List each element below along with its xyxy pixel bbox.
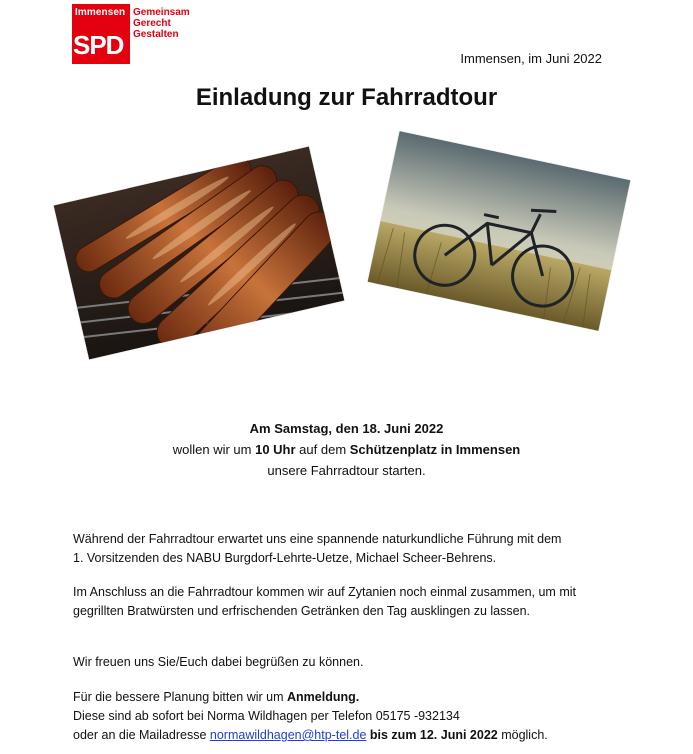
event-time-place: wollen wir um 10 Uhr auf dem Schützenplatz in Immensen bbox=[172, 442, 521, 457]
logo-slogan bbox=[133, 7, 190, 40]
logo-red-box bbox=[72, 4, 130, 64]
logo-party: SPD bbox=[73, 30, 124, 60]
paragraph-guided-tour: Während der Fahrradtour erwartet uns eine spannende naturkundliche Führung mit dem 1. Vorsitzenden des NABU Burgdorf-Lehrte-Uetze, Michael Scheer-Behrens. bbox=[73, 532, 562, 565]
bicycle-in-field-photo bbox=[368, 131, 631, 331]
logo-town: Immensen bbox=[75, 7, 126, 18]
event-date: Am Samstag, den 18. Juni 2022 bbox=[249, 421, 444, 436]
paragraph-gathering: Im Anschluss an die Fahrradtour kommen wir auf Zytanien noch einmal zusammen, um mit gegrillten Bratwürsten und erfrischenden Getränken den Tag ausklingen zu lassen. bbox=[73, 585, 576, 618]
announcement bbox=[0, 418, 693, 481]
paragraph-registration: Für die bessere Planung bitten wir um Anmeldung. Diese sind ab sofort bei Norma Wildhagen per Telefon 05175 -932134 oder an die Mailadresse normawildhagen@htp-tel.de bis zum 12. Juni 2022 möglich. bbox=[73, 690, 548, 742]
page-title: Einladung zur Fahrradtour bbox=[195, 84, 498, 111]
spd-logo bbox=[72, 4, 192, 66]
slogan-line-2: Gerecht bbox=[133, 18, 171, 29]
paragraph-welcome: Wir freuen uns Sie/Euch dabei begrüßen zu können. bbox=[73, 655, 364, 669]
email-link[interactable]: normawildhagen@htp-tel.de bbox=[209, 728, 367, 742]
slogan-line-1: Gemeinsam bbox=[133, 7, 190, 18]
event-start-text: unsere Fahrradtour starten. bbox=[267, 463, 426, 478]
grilled-sausages-photo bbox=[54, 147, 345, 360]
slogan-line-3: Gestalten bbox=[133, 29, 179, 40]
place-date: Immensen, im Juni 2022 bbox=[460, 51, 602, 66]
